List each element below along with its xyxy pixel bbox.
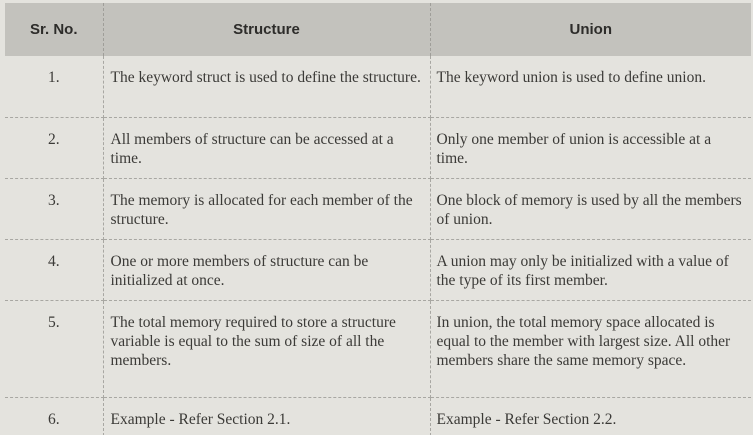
cell-structure: The keyword struct is used to define the structure. xyxy=(103,56,430,118)
cell-sr-no: 4. xyxy=(5,240,103,301)
cell-sr-no: 5. xyxy=(5,301,103,398)
cell-union: One block of memory is used by all the members of union. xyxy=(430,179,751,240)
cell-union: Example - Refer Section 2.2. xyxy=(436,411,617,428)
table-row xyxy=(5,398,751,435)
cell-sr-no: 6. xyxy=(5,398,103,435)
table-row xyxy=(5,118,751,179)
header-structure: Structure xyxy=(103,3,430,56)
table-row xyxy=(5,240,751,301)
cell-structure: The memory is allocated for each member of the structure. xyxy=(103,179,430,240)
cell-union: Only one member of union is accessible at a time. xyxy=(430,118,751,179)
cell-sr-no: 1. xyxy=(5,56,103,118)
cell-structure: Example - Refer Section 2.1. xyxy=(103,398,430,435)
cell-sr-no: 2. xyxy=(5,118,103,179)
table-header-row xyxy=(5,3,751,56)
cell-union: In union, the total memory space allocated is equal to the member with largest size. All other members share the same memory space. xyxy=(430,301,751,398)
cell-sr-no: 3. xyxy=(5,179,103,240)
cell-union: The keyword union is used to define union. xyxy=(430,56,751,118)
comparison-table xyxy=(5,3,751,435)
cell-structure: The total memory required to store a structure variable is equal to the sum of size of all the members. xyxy=(103,301,430,398)
header-union: Union xyxy=(430,3,751,56)
cell-structure: All members of structure can be accessed at a time. xyxy=(103,118,430,179)
table-row xyxy=(5,301,751,398)
cell-union: A union may only be initialized with a value of the type of its first member. xyxy=(430,240,751,301)
cell-structure: One or more members of structure can be initialized at once. xyxy=(103,240,430,301)
header-sr-no: Sr. No. xyxy=(5,3,103,56)
table-row xyxy=(5,179,751,240)
table-row xyxy=(5,56,751,118)
